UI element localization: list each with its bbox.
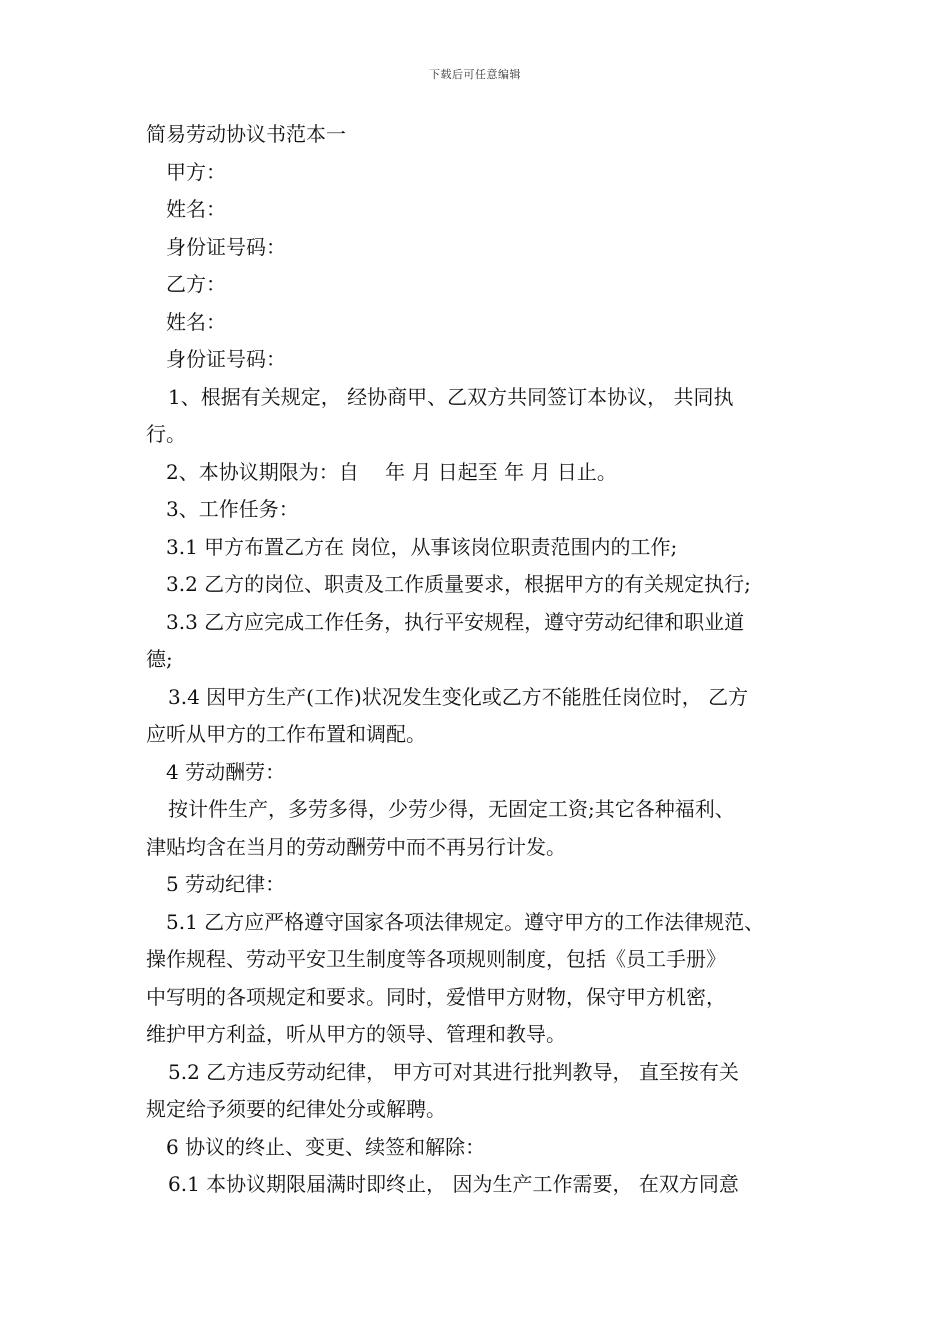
clause-3-1: 3.1 甲方布置乙方在 岗位，从事该岗位职责范围内的工作; bbox=[166, 534, 678, 559]
clause-3-4-line-1: 3.4 因甲方生产(工作)状况发生变化或乙方不能胜任岗位时， 乙方 bbox=[168, 684, 749, 709]
header-note: 下载后可任意编辑 bbox=[429, 68, 521, 81]
clause-5-1-line-4: 维护甲方利益，听从甲方的领导、管理和教导。 bbox=[146, 1022, 566, 1046]
clause-3-3-line-1: 3.3 乙方应完成工作任务，执行平安规程，遵守劳动纪律和职业道 bbox=[166, 609, 745, 634]
clause-4-heading: 4 劳动酬劳： bbox=[166, 759, 286, 784]
clause-4-line-2: 津贴均含在当月的劳动酬劳中而不再另行计发。 bbox=[146, 834, 566, 859]
clause-3-3-line-2: 德; bbox=[146, 647, 173, 671]
clause-4-line-1: 按计件生产，多劳多得，少劳少得，无固定工资;其它各种福利、 bbox=[168, 797, 735, 821]
document-title: 简易劳动协议书范本一 bbox=[146, 122, 346, 146]
clause-5-2-line-1: 5.2 乙方违反劳动纪律， 甲方可对其进行批判教导， 直至按有关 bbox=[168, 1059, 739, 1084]
party-b-label: 乙方： bbox=[166, 272, 226, 296]
clause-3-heading: 3、工作任务： bbox=[166, 497, 299, 521]
clause-3-2: 3.2 乙方的岗位、职责及工作质量要求，根据甲方的有关规定执行; bbox=[166, 572, 751, 596]
clause-6-1-line-1: 6.1 本协议期限届满时即终止， 因为生产工作需要， 在双方同意 bbox=[168, 1172, 739, 1196]
clause-5-1-line-3: 中写明的各项规定和要求。同时，爱惜甲方财物，保守甲方机密， bbox=[146, 984, 726, 1009]
clause-2: 2、本协议期限为：自 年 月 日起至 年 月 日止。 bbox=[166, 459, 617, 484]
clause-5-2-line-2: 规定给予须要的纪律处分或解聘。 bbox=[146, 1097, 446, 1121]
party-a-name-label: 姓名： bbox=[166, 197, 226, 221]
clause-3-4-line-2: 应听从甲方的工作布置和调配。 bbox=[146, 722, 426, 746]
clause-5-1-line-2: 操作规程、劳动平安卫生制度等各项规则制度，包括《员工手册》 bbox=[146, 947, 726, 971]
party-b-id-label: 身份证号码： bbox=[166, 347, 286, 371]
party-a-label: 甲方： bbox=[166, 159, 226, 184]
clause-6-heading: 6 协议的终止、变更、续签和解除： bbox=[166, 1134, 486, 1159]
clause-1-line-1: 1、根据有关规定， 经协商甲、乙双方共同签订本协议， 共同执 bbox=[168, 384, 734, 409]
party-b-name-label: 姓名： bbox=[166, 309, 226, 334]
party-a-id-label: 身份证号码： bbox=[166, 234, 286, 259]
clause-1-line-2: 行。 bbox=[146, 422, 186, 446]
clause-5-heading: 5 劳动纪律： bbox=[166, 872, 286, 896]
document-body bbox=[146, 116, 816, 1204]
clause-5-1-line-1: 5.1 乙方应严格遵守国家各项法律规定。遵守甲方的工作法律规范、 bbox=[166, 909, 765, 934]
